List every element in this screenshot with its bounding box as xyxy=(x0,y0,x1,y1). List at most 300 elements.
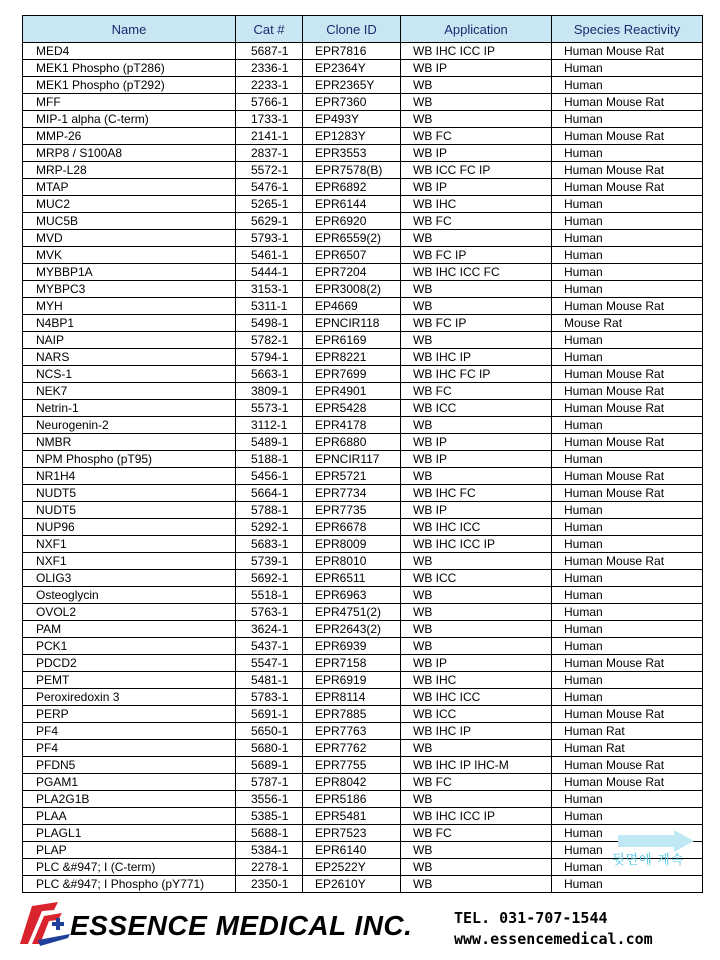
table-row xyxy=(23,502,703,519)
cat-number-cell: 5793-1 xyxy=(236,230,303,247)
continued-label: 뒷면에 계속 xyxy=(612,852,685,867)
product-name-cell: NXF1 xyxy=(23,553,236,570)
species-reactivity-cell: Human Mouse Rat xyxy=(552,655,703,672)
cat-number-cell: 5794-1 xyxy=(236,349,303,366)
species-reactivity-cell: Human xyxy=(552,247,703,264)
table-row xyxy=(23,247,703,264)
clone-id-cell: EPR7816 xyxy=(303,43,401,60)
application-cell: WB ICC xyxy=(401,706,552,723)
product-name-cell: OLIG3 xyxy=(23,570,236,587)
table-row xyxy=(23,298,703,315)
application-cell: WB xyxy=(401,638,552,655)
cat-number-cell: 5687-1 xyxy=(236,43,303,60)
product-name-cell: PFDN5 xyxy=(23,757,236,774)
table-row xyxy=(23,400,703,417)
species-reactivity-cell: Human Mouse Rat xyxy=(552,468,703,485)
cat-number-cell: 5265-1 xyxy=(236,196,303,213)
species-reactivity-cell: Human Rat xyxy=(552,740,703,757)
product-name-cell: PGAM1 xyxy=(23,774,236,791)
cat-number-cell: 5385-1 xyxy=(236,808,303,825)
species-reactivity-cell: Human Mouse Rat xyxy=(552,298,703,315)
clone-id-cell: EPR6939 xyxy=(303,638,401,655)
application-cell: WB xyxy=(401,468,552,485)
application-cell: WB FC xyxy=(401,128,552,145)
product-name-cell: NR1H4 xyxy=(23,468,236,485)
clone-id-cell: EPR6144 xyxy=(303,196,401,213)
table-row xyxy=(23,757,703,774)
application-cell: WB FC xyxy=(401,213,552,230)
column-header-species-reactivity: Species Reactivity xyxy=(552,16,703,43)
product-name-cell: MFF xyxy=(23,94,236,111)
application-cell: WB xyxy=(401,876,552,893)
cat-number-cell: 5680-1 xyxy=(236,740,303,757)
clone-id-cell: EPR3553 xyxy=(303,145,401,162)
table-row xyxy=(23,264,703,281)
cat-number-cell: 5481-1 xyxy=(236,672,303,689)
species-reactivity-cell: Human xyxy=(552,876,703,893)
table-row xyxy=(23,519,703,536)
cat-number-cell: 5311-1 xyxy=(236,298,303,315)
cat-number-cell: 5572-1 xyxy=(236,162,303,179)
cat-number-cell: 5456-1 xyxy=(236,468,303,485)
clone-id-cell: EPR7360 xyxy=(303,94,401,111)
cat-number-cell: 2336-1 xyxy=(236,60,303,77)
clone-id-cell: EP2364Y xyxy=(303,60,401,77)
contact-info xyxy=(454,908,653,950)
species-reactivity-cell: Human xyxy=(552,451,703,468)
clone-id-cell: EPR4901 xyxy=(303,383,401,400)
table-row xyxy=(23,468,703,485)
product-name-cell: PCK1 xyxy=(23,638,236,655)
product-name-cell: NPM Phospho (pT95) xyxy=(23,451,236,468)
application-cell: WB xyxy=(401,587,552,604)
table-row xyxy=(23,366,703,383)
clone-id-cell: EPR7578(B) xyxy=(303,162,401,179)
cat-number-cell: 5461-1 xyxy=(236,247,303,264)
species-reactivity-cell: Human xyxy=(552,230,703,247)
species-reactivity-cell: Human xyxy=(552,689,703,706)
telephone-number: TEL. 031-707-1544 xyxy=(454,909,608,927)
application-cell: WB IP xyxy=(401,451,552,468)
species-reactivity-cell: Human Mouse Rat xyxy=(552,553,703,570)
cat-number-cell: 5518-1 xyxy=(236,587,303,604)
table-row xyxy=(23,332,703,349)
application-cell: WB FC xyxy=(401,825,552,842)
table-row xyxy=(23,570,703,587)
table-row xyxy=(23,638,703,655)
clone-id-cell: EP4669 xyxy=(303,298,401,315)
cat-number-cell: 5692-1 xyxy=(236,570,303,587)
clone-id-cell: EPR6919 xyxy=(303,672,401,689)
table-row xyxy=(23,60,703,77)
table-row xyxy=(23,553,703,570)
species-reactivity-cell: Human xyxy=(552,808,703,825)
clone-id-cell: EP2522Y xyxy=(303,859,401,876)
table-row xyxy=(23,689,703,706)
table-row xyxy=(23,842,703,859)
product-name-cell: NEK7 xyxy=(23,383,236,400)
cat-number-cell: 5664-1 xyxy=(236,485,303,502)
application-cell: WB xyxy=(401,94,552,111)
application-cell: WB IP xyxy=(401,655,552,672)
clone-id-cell: EPR6892 xyxy=(303,179,401,196)
cat-number-cell: 5188-1 xyxy=(236,451,303,468)
species-reactivity-cell: Human Mouse Rat xyxy=(552,400,703,417)
species-reactivity-cell: Human Mouse Rat xyxy=(552,757,703,774)
cat-number-cell: 5782-1 xyxy=(236,332,303,349)
cat-number-cell: 1733-1 xyxy=(236,111,303,128)
table-row xyxy=(23,859,703,876)
product-name-cell: NUDT5 xyxy=(23,502,236,519)
product-name-cell: Peroxiredoxin 3 xyxy=(23,689,236,706)
application-cell: WB IHC ICC xyxy=(401,689,552,706)
product-name-cell: PLC &#947; I Phospho (pY771) xyxy=(23,876,236,893)
clone-id-cell: EPNCIR117 xyxy=(303,451,401,468)
column-header-application: Application xyxy=(401,16,552,43)
cat-number-cell: 5787-1 xyxy=(236,774,303,791)
species-reactivity-cell: Human xyxy=(552,332,703,349)
table-row xyxy=(23,77,703,94)
cat-number-cell: 5691-1 xyxy=(236,706,303,723)
application-cell: WB FC xyxy=(401,383,552,400)
antibody-catalog-table xyxy=(22,15,703,893)
species-reactivity-cell: Human xyxy=(552,111,703,128)
species-reactivity-cell: Human Mouse Rat xyxy=(552,434,703,451)
species-reactivity-cell: Human Rat xyxy=(552,723,703,740)
clone-id-cell: EPR7762 xyxy=(303,740,401,757)
table-row xyxy=(23,111,703,128)
product-name-cell: PEMT xyxy=(23,672,236,689)
clone-id-cell: EPR5186 xyxy=(303,791,401,808)
species-reactivity-cell: Human Mouse Rat xyxy=(552,366,703,383)
clone-id-cell: EPR5721 xyxy=(303,468,401,485)
cat-number-cell: 3624-1 xyxy=(236,621,303,638)
application-cell: WB IHC xyxy=(401,672,552,689)
application-cell: WB IHC ICC FC xyxy=(401,264,552,281)
cat-number-cell: 5683-1 xyxy=(236,536,303,553)
clone-id-cell: EPR6511 xyxy=(303,570,401,587)
species-reactivity-cell: Human xyxy=(552,519,703,536)
product-name-cell: PLAP xyxy=(23,842,236,859)
table-row xyxy=(23,213,703,230)
application-cell: WB xyxy=(401,281,552,298)
table-row xyxy=(23,417,703,434)
application-cell: WB IHC ICC IP xyxy=(401,43,552,60)
application-cell: WB xyxy=(401,604,552,621)
table-body xyxy=(23,43,703,893)
product-name-cell: NUP96 xyxy=(23,519,236,536)
clone-id-cell: EPR8042 xyxy=(303,774,401,791)
product-name-cell: MEK1 Phospho (pT286) xyxy=(23,60,236,77)
application-cell: WB FC IP xyxy=(401,315,552,332)
table-row xyxy=(23,774,703,791)
species-reactivity-cell: Human Mouse Rat xyxy=(552,43,703,60)
species-reactivity-cell: Human xyxy=(552,587,703,604)
application-cell: WB IHC FC xyxy=(401,485,552,502)
cat-number-cell: 5444-1 xyxy=(236,264,303,281)
product-name-cell: NARS xyxy=(23,349,236,366)
species-reactivity-cell: Human Mouse Rat xyxy=(552,485,703,502)
table-row xyxy=(23,349,703,366)
essence-medical-logo-icon xyxy=(18,900,74,952)
species-reactivity-cell: Human xyxy=(552,264,703,281)
application-cell: WB FC IP xyxy=(401,247,552,264)
product-name-cell: MTAP xyxy=(23,179,236,196)
species-reactivity-cell: Human Mouse Rat xyxy=(552,179,703,196)
cat-number-cell: 3112-1 xyxy=(236,417,303,434)
cat-number-cell: 5766-1 xyxy=(236,94,303,111)
application-cell: WB IHC xyxy=(401,196,552,213)
cat-number-cell: 5384-1 xyxy=(236,842,303,859)
table-row xyxy=(23,43,703,60)
product-name-cell: MVD xyxy=(23,230,236,247)
product-name-cell: OVOL2 xyxy=(23,604,236,621)
cat-number-cell: 5788-1 xyxy=(236,502,303,519)
clone-id-cell: EPR4751(2) xyxy=(303,604,401,621)
application-cell: WB xyxy=(401,740,552,757)
species-reactivity-cell: Human Mouse Rat xyxy=(552,162,703,179)
species-reactivity-cell: Human xyxy=(552,672,703,689)
cat-number-cell: 2350-1 xyxy=(236,876,303,893)
species-reactivity-cell: Human xyxy=(552,349,703,366)
application-cell: WB IP xyxy=(401,60,552,77)
species-reactivity-cell: Human Mouse Rat xyxy=(552,774,703,791)
species-reactivity-cell: Human xyxy=(552,213,703,230)
cat-number-cell: 5663-1 xyxy=(236,366,303,383)
application-cell: WB IHC ICC xyxy=(401,519,552,536)
table-header-row xyxy=(23,16,703,43)
application-cell: WB xyxy=(401,842,552,859)
species-reactivity-cell: Human xyxy=(552,621,703,638)
clone-id-cell: EPR4178 xyxy=(303,417,401,434)
cat-number-cell: 5292-1 xyxy=(236,519,303,536)
clone-id-cell: EPR6140 xyxy=(303,842,401,859)
table-row xyxy=(23,451,703,468)
cat-number-cell: 5547-1 xyxy=(236,655,303,672)
table-row xyxy=(23,706,703,723)
table-row xyxy=(23,434,703,451)
clone-id-cell: EPR8009 xyxy=(303,536,401,553)
table-row xyxy=(23,808,703,825)
cat-number-cell: 5688-1 xyxy=(236,825,303,842)
application-cell: WB xyxy=(401,417,552,434)
species-reactivity-cell: Mouse Rat xyxy=(552,315,703,332)
application-cell: WB ICC FC IP xyxy=(401,162,552,179)
species-reactivity-cell: Human Mouse Rat xyxy=(552,706,703,723)
product-name-cell: MUC5B xyxy=(23,213,236,230)
product-name-cell: Osteoglycin xyxy=(23,587,236,604)
species-reactivity-cell: Human xyxy=(552,502,703,519)
table-row xyxy=(23,536,703,553)
clone-id-cell: EPR6507 xyxy=(303,247,401,264)
product-name-cell: PERP xyxy=(23,706,236,723)
application-cell: WB xyxy=(401,791,552,808)
product-name-cell: PLA2G1B xyxy=(23,791,236,808)
product-name-cell: MYBBP1A xyxy=(23,264,236,281)
table-row xyxy=(23,230,703,247)
clone-id-cell: EPR6880 xyxy=(303,434,401,451)
cat-number-cell: 5650-1 xyxy=(236,723,303,740)
product-name-cell: Neurogenin-2 xyxy=(23,417,236,434)
clone-id-cell: EPR7763 xyxy=(303,723,401,740)
clone-id-cell: EPR7204 xyxy=(303,264,401,281)
clone-id-cell: EPR8010 xyxy=(303,553,401,570)
cat-number-cell: 3809-1 xyxy=(236,383,303,400)
cat-number-cell: 5573-1 xyxy=(236,400,303,417)
table-row xyxy=(23,94,703,111)
company-logo xyxy=(18,900,448,952)
application-cell: WB ICC xyxy=(401,570,552,587)
table-row xyxy=(23,672,703,689)
table-row xyxy=(23,587,703,604)
species-reactivity-cell: Human xyxy=(552,570,703,587)
product-name-cell: MIP-1 alpha (C-term) xyxy=(23,111,236,128)
continued-on-back-indicator xyxy=(612,830,702,876)
clone-id-cell: EPR7734 xyxy=(303,485,401,502)
species-reactivity-cell: Human xyxy=(552,825,703,842)
clone-id-cell: EPR8221 xyxy=(303,349,401,366)
clone-id-cell: EPR5481 xyxy=(303,808,401,825)
column-header-clone-id: Clone ID xyxy=(303,16,401,43)
cat-number-cell: 2141-1 xyxy=(236,128,303,145)
table-row xyxy=(23,145,703,162)
clone-id-cell: EPR6559(2) xyxy=(303,230,401,247)
clone-id-cell: EPR7755 xyxy=(303,757,401,774)
species-reactivity-cell: Human Mouse Rat xyxy=(552,94,703,111)
application-cell: WB xyxy=(401,621,552,638)
species-reactivity-cell: Human xyxy=(552,145,703,162)
clone-id-cell: EPR6963 xyxy=(303,587,401,604)
cat-number-cell: 5476-1 xyxy=(236,179,303,196)
application-cell: WB IHC IP xyxy=(401,349,552,366)
application-cell: WB IP xyxy=(401,434,552,451)
application-cell: WB IHC ICC IP xyxy=(401,536,552,553)
species-reactivity-cell: Human xyxy=(552,60,703,77)
application-cell: WB xyxy=(401,298,552,315)
product-name-cell: MYBPC3 xyxy=(23,281,236,298)
application-cell: WB xyxy=(401,77,552,94)
species-reactivity-cell: Human xyxy=(552,536,703,553)
clone-id-cell: EPR5428 xyxy=(303,400,401,417)
cat-number-cell: 5739-1 xyxy=(236,553,303,570)
application-cell: WB xyxy=(401,230,552,247)
clone-id-cell: EPR8114 xyxy=(303,689,401,706)
product-name-cell: PLC &#947; I (C-term) xyxy=(23,859,236,876)
clone-id-cell: EPR3008(2) xyxy=(303,281,401,298)
cat-number-cell: 2837-1 xyxy=(236,145,303,162)
application-cell: WB IP xyxy=(401,145,552,162)
table-row xyxy=(23,604,703,621)
table-row xyxy=(23,791,703,808)
clone-id-cell: EPR2643(2) xyxy=(303,621,401,638)
species-reactivity-cell: Human Mouse Rat xyxy=(552,128,703,145)
cat-number-cell: 5783-1 xyxy=(236,689,303,706)
cat-number-cell: 3556-1 xyxy=(236,791,303,808)
species-reactivity-cell: Human xyxy=(552,842,703,859)
product-name-cell: Netrin-1 xyxy=(23,400,236,417)
product-name-cell: N4BP1 xyxy=(23,315,236,332)
cat-number-cell: 5437-1 xyxy=(236,638,303,655)
cat-number-cell: 5498-1 xyxy=(236,315,303,332)
species-reactivity-cell: Human xyxy=(552,791,703,808)
product-name-cell: MRP8 / S100A8 xyxy=(23,145,236,162)
product-name-cell: NMBR xyxy=(23,434,236,451)
product-name-cell: MRP-L28 xyxy=(23,162,236,179)
product-name-cell: MED4 xyxy=(23,43,236,60)
species-reactivity-cell: Human xyxy=(552,196,703,213)
product-name-cell: MYH xyxy=(23,298,236,315)
cat-number-cell: 2233-1 xyxy=(236,77,303,94)
cat-number-cell: 3153-1 xyxy=(236,281,303,298)
product-name-cell: NAIP xyxy=(23,332,236,349)
table-row xyxy=(23,162,703,179)
cat-number-cell: 5763-1 xyxy=(236,604,303,621)
application-cell: WB xyxy=(401,332,552,349)
application-cell: WB xyxy=(401,111,552,128)
species-reactivity-cell: Human xyxy=(552,77,703,94)
species-reactivity-cell: Human xyxy=(552,417,703,434)
table-row xyxy=(23,315,703,332)
clone-id-cell: EPR7523 xyxy=(303,825,401,842)
table-row xyxy=(23,128,703,145)
clone-id-cell: EPR7735 xyxy=(303,502,401,519)
column-header-cat: Cat # xyxy=(236,16,303,43)
product-name-cell: MEK1 Phospho (pT292) xyxy=(23,77,236,94)
application-cell: WB IP xyxy=(401,502,552,519)
table-row xyxy=(23,655,703,672)
application-cell: WB FC xyxy=(401,774,552,791)
product-name-cell: NUDT5 xyxy=(23,485,236,502)
application-cell: WB xyxy=(401,859,552,876)
species-reactivity-cell: Human xyxy=(552,638,703,655)
clone-id-cell: EP1283Y xyxy=(303,128,401,145)
table-row xyxy=(23,383,703,400)
application-cell: WB IHC IP IHC-M xyxy=(401,757,552,774)
application-cell: WB xyxy=(401,553,552,570)
product-name-cell: MVK xyxy=(23,247,236,264)
product-name-cell: MUC2 xyxy=(23,196,236,213)
table-row xyxy=(23,281,703,298)
website-url: www.essencemedical.com xyxy=(454,930,653,948)
product-name-cell: PLAA xyxy=(23,808,236,825)
clone-id-cell: EP2610Y xyxy=(303,876,401,893)
species-reactivity-cell: Human xyxy=(552,859,703,876)
table-row xyxy=(23,179,703,196)
clone-id-cell: EP493Y xyxy=(303,111,401,128)
clone-id-cell: EPNCIR118 xyxy=(303,315,401,332)
product-name-cell: PLAGL1 xyxy=(23,825,236,842)
table-row xyxy=(23,876,703,893)
table-row xyxy=(23,621,703,638)
cat-number-cell: 2278-1 xyxy=(236,859,303,876)
application-cell: WB ICC xyxy=(401,400,552,417)
table-row xyxy=(23,825,703,842)
species-reactivity-cell: Human Mouse Rat xyxy=(552,383,703,400)
product-name-cell: PDCD2 xyxy=(23,655,236,672)
product-name-cell: MMP-26 xyxy=(23,128,236,145)
table-row xyxy=(23,723,703,740)
cat-number-cell: 5629-1 xyxy=(236,213,303,230)
species-reactivity-cell: Human xyxy=(552,281,703,298)
application-cell: WB IHC IP xyxy=(401,723,552,740)
product-name-cell: PAM xyxy=(23,621,236,638)
application-cell: WB IHC FC IP xyxy=(401,366,552,383)
table-row xyxy=(23,196,703,213)
cat-number-cell: 5689-1 xyxy=(236,757,303,774)
cat-number-cell: 5489-1 xyxy=(236,434,303,451)
product-name-cell: PF4 xyxy=(23,723,236,740)
application-cell: WB IHC ICC IP xyxy=(401,808,552,825)
